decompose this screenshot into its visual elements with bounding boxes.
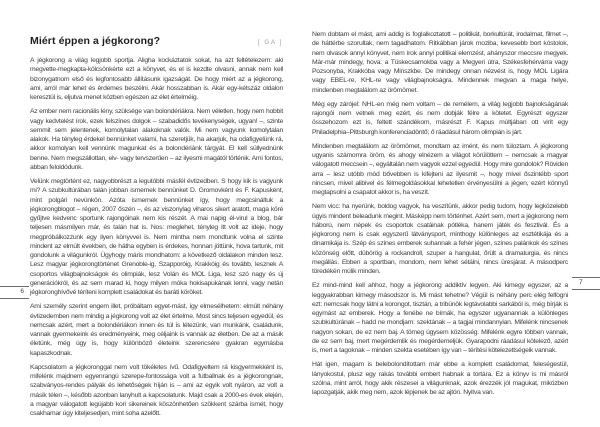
paragraph: Mindenben megtalálom az örömömet, mondtam az imént, és nem túloztam. A jégkorong ugyanis számomra öröm, és ahogy elnézem a világot körülöttem – nemcsak a magyar válogatott meccsein –, egyáltalán nem vagyok ezzel egyedül. Hogy mire gondolok? Röviden arra – lesz utóbb mód bővebben is kifejteni az ilyesmit –, hogy mivel őszintébb sport nincsen, mivel alibivel és félmegoldásokkal lehetetlen érvényesülni a jégen, ezért könnyű megtapsolni a csapatot akkor is, ha veszít. bbox=[312, 142, 568, 196]
chapter-title: Miért éppen a jégkorong? bbox=[30, 35, 161, 47]
paragraph: Az ember nem racionális lény, szüksége van bolondériákra. Nem véletlen, hogy nem hobbit vagy kedvtelést írok, ezek felszínes dolgok – szabadidős tevékenységek, ugyan! –, szinte semmit sem jelentenek, komolytalan alakoknak valók. Mi nem vagyunk komolytalan alakok. Ha tényleg érdekel bennünket valami, ha szeretjük, ha akarjuk, ha odafigyelünk rá, akkor komolyan kell vennünk magunkat és a bolondériánk tárgyát. El kell süllyednünk benne. Nem megszállottan, elv- vagy tervszerűen – az ilyesmi magától történik. Ami fontos, abban feloldódunk. bbox=[30, 108, 283, 171]
author-marker: [ GA ] bbox=[257, 39, 283, 46]
paragraph: Hát igen, magam is belebolondítottam már ebbe a komplett családomat, feleségestül, lányokostul, plusz egy rakás további embert habnak a tortára. Ez a könyv is mi másról szólna, mint arról, hogy akik részesei a világunknak, azok érezzék jól magukat, miközben lapozgatják, akik meg nem, azok lépjenek be az ajtón. Nyitva van. bbox=[312, 361, 568, 396]
left-page-number bbox=[0, 286, 29, 299]
left-page-body bbox=[30, 56, 283, 418]
paragraph: Ami személy szerint engem illet, próbáltam egyet-mást, így elmesélhetem: elmúlt néhány évtizedemben nem mindig a jégkorong volt az élet értelme. Most sincs teljesen egyedül, és nemcsak azért, mert a bolondériákon innen és túl is létezünk, van munkánk, családunk, vannak gyermekeink és eredményeink, meg céljaink is vannak az életben. De az a másik életünk, még úgy is, hogy különböző életeink szerencsére gyakran egymásba kapaszkodnak. bbox=[30, 303, 283, 357]
page-number-value: 7 bbox=[579, 279, 583, 286]
page-number-value: 6 bbox=[20, 288, 24, 295]
right-page bbox=[312, 30, 568, 397]
left-page bbox=[30, 35, 283, 418]
paragraph: Ez mind-mind kell ahhoz, hogy a jégkorong addiktív legyen. Aki kimegy egyszer, az a leggyakrabban kimegy másodszor is. Mi mást tehetne? Végül is néhány perc elég felfogni ezt: nemcsak hogy látni a korongot, tisztán, a tribünök legtávolabbi sarkából is, még bírják is egymást az emberek. Hogy a fenébe ne bírnák, ha egyszer ugyanannak a különleges szubkultúrának – hadd ne mondjam: szektának – a tagjai mindannyian. Mifelénk nincsenek nagyon sokan, de ez nem baj. A tömeg úgysem közösség. Mifelénk egyre többen vannak, de ez sem baj, mert megérdemlik és megérdemeljük. Gyarapodni ráadásul kötelező, azért is, mert a tagoknak – minden szekta esetében így van – térítési kötelezettségeik vannak. bbox=[312, 282, 568, 354]
right-page-number bbox=[572, 277, 600, 290]
paragraph: Még egy zárójel: NHL-en még nem voltam – de remélem, a világ legjobb bajnokságának rajongói nem vetnek meg ezért, és nem dobják félre a kötetet. Egyrészt egyszer összehozom ezt is, feltett szándékom, másrészt F. Kapus múltjában ott virít egy Philadelphia–Pittsburgh konferenciadöntő; ő ráadásul három olimpián is járt. bbox=[312, 100, 568, 136]
paragraph: Velünk megtörtént ez, nagyobbrészt a legutóbbi másfél évtizedben. S hogy kik is vagyunk mi? A szubkultúrában talán jobban ismernek bennünket D. Gromovként és F. Kapusként, mint polgári nevünkön. Azóta ismernek bennünket így, hogy megcsináltuk a jégkorongblogot – régen, 2007 őszén –, és az viszonylag viharos sikert aratott, maga köré gyűjtve kedvenc sportunk rajongóinak nem kis részét. A mai napig él-virul a blog, bár teljesen másmilyen már, és talán hat is. Nos: meglehet, tényleg itt volt az ideje, hogy megpróbálkozzunk egy ilyen könyvvel is. Nem mintha nem mondtunk volna el szinte mindent az elmúlt években, de hátha egyben is érdekes, honnan jöttünk, hova tartunk, mit gondolunk a világunkról. Úgyhogy máris mondhatom: a következő oldalakon minden lesz. Lesz magyar jégkorongtörténet Grenoble-ig, Szapporóig, Krakkóig és tovább, lesznek A csoportos világbajnokságok és olimpiák, lesz Volán és MOL Liga, lesz szó nagy és új generációkról, és az sem marad ki, hogy milyen móka hokisapukának lenni, vagy netán jégkoronghívővé téríteni komplett családokat és baráti köröket. bbox=[30, 178, 283, 296]
paragraph: Kapcsolatom a jégkoronggal nem volt tökéletes ívű. Odafigyeltem rá kisgyermekként is, mifelénk majdnem egyenrangú szerepe-fontossága volt a futballnak és a jégkorongnak, szabványos-rendes pályák és lehetőségek híján is – ami az egyik volt nyáron, az volt a másik télen –, később azonban lanyhult a kapcsolatunk. Majd csak a 2000-es évek elején, a magyar válogatott legújabb kori sikereinek köszönhetően szökkent szárba ismét, hogy csakhamar úgy kiteljesedjen, mint soha azelőtt. bbox=[30, 363, 283, 417]
paragraph: A jégkorong a világ legjobb sportja. Aligha kockáztatok sokat, ha azt feltételezem: aki megvette-megkapta-kölcsönkérte ezt a könyvet, és el is kezdte olvasni, annak nem kell bizonygatnom első és legfontosabb állításunk igazságát. De hogy miért az a jégkorong, ami, arról már lehet és érdemes beszélni. Akár hosszabban is. Akár egy-kétszáz oldalon keresztül is, eljutva menet közben egészen az élet értelméig. bbox=[30, 57, 283, 101]
paragraph: Nem dobtam el mást, ami addig is foglalkoztatott – politikát, borkultúrát, irodalmat, filmet –, de háttérbe szorultak, nem tagadhatom. Ritkábban járok moziba, kevesebb bort kóstolok, nem olvasok annyi könyvet, nem írok annyi politikai elemzést, ahányszor meccsre megyek. Már-már mindegy, hova: a Tüskecsarnokba vagy a Megyeri útra, Székesfehérvárra vagy Pozsonyba, Krakkóba vagy Minszkbe. De mindegy onnan nézvést is, hogy MOL Ligára vagy EBEL-re, KHL-re vagy világbajnokságra. Mindennek megvan a maga helye, mindenben megtalálom az örömömet. bbox=[312, 31, 568, 94]
paragraph: Nem vicc: ha nyerünk, boldog vagyok, ha veszítünk, akkor pedig tudom, hogy legközelebb úgyis mindent beleadunk megint. Másképp nem történhet. Azért sem, mert a jégkorong nem háború, nem népek és csoportok csatáinak pótléka, hanem játék és fesztivál. És a jégkorong nem is csak egyszerű látványsport, minthogy különleges az esztétikája és a dinamikája is. Szép és színes emberek suhannak a fehér jégen, színes palánkok és színes közönség előtt, dübörög a rockandroll, szuper a hangulat, őrült a dramaturgia, és nincs megállás. Ebben a sportban, mondom, nem lehet sétálni, nincs üresjárat. A másodperc töredékén múlik minden. bbox=[312, 203, 568, 275]
right-page-body bbox=[312, 30, 568, 397]
chapter-header bbox=[30, 35, 283, 47]
